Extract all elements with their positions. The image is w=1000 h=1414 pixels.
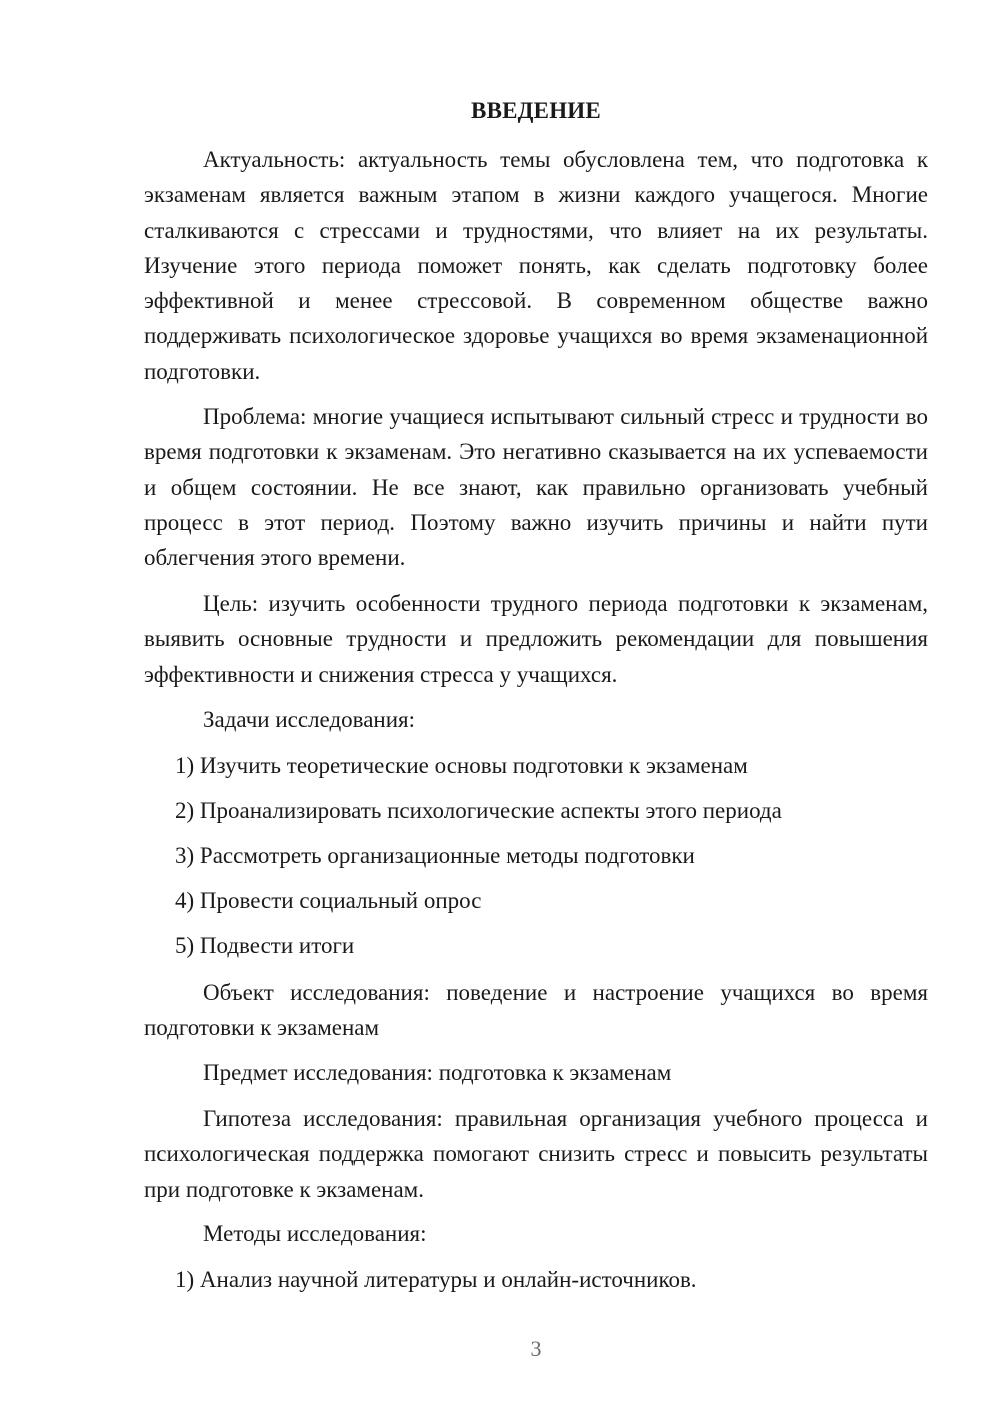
task-item-2: 2) Проанализировать психологические аспекты этого периода: [175, 798, 782, 823]
page-title: ВВЕДЕНИЕ: [471, 98, 601, 123]
paragraph-relevance: Актуальность: актуальность темы обусловлена тем, что подготовка к экзаменам является важным этапом в жизни каждого учащегося. Многие сталкиваются с стрессами и трудностями, что влияет на их результаты. Изучение этого периода поможет понять, как сделать подготовку более эффективной и менее стрессовой. В современном обществе важно поддерживать психологическое здоровье учащихся во время экзаменационной подготовки.: [144, 147, 928, 384]
paragraph-subject: Предмет исследования: подготовка к экзаменам: [203, 1060, 672, 1085]
task-item-4: 4) Провести социальный опрос: [175, 888, 482, 913]
tasks-heading: Задачи исследования:: [203, 707, 416, 732]
paragraph-problem: Проблема: многие учащиеся испытывают сильный стресс и трудности во время подготовки к экзаменам. Это негативно сказывается на их успеваемости и общем состоянии. Не все знают, как правильно организовать учебный процесс в этот период. Поэтому важно изучить причины и найти пути облегчения этого времени.: [144, 404, 928, 571]
task-item-3: 3) Рассмотреть организационные методы подготовки: [175, 843, 695, 868]
methods-heading: Методы исследования:: [203, 1221, 427, 1246]
page-number: 3: [530, 1336, 542, 1361]
task-item-5: 5) Подвести итоги: [175, 933, 355, 958]
paragraph-goal: Цель: изучить особенности трудного периода подготовки к экзаменам, выявить основные трудности и предложить рекомендации для повышения эффективности и снижения стресса у учащихся.: [144, 591, 928, 687]
paragraph-hypothesis: Гипотеза исследования: правильная организация учебного процесса и психологическая поддержка помогают снизить стресс и повысить результаты при подготовке к экзаменам.: [144, 1106, 928, 1202]
task-item-1: 1) Изучить теоретические основы подготовки к экзаменам: [175, 753, 748, 778]
paragraph-object: Объект исследования: поведение и настроение учащихся во время подготовки к экзаменам: [144, 980, 928, 1041]
method-item-1: 1) Анализ научной литературы и онлайн-источников.: [175, 1267, 697, 1292]
